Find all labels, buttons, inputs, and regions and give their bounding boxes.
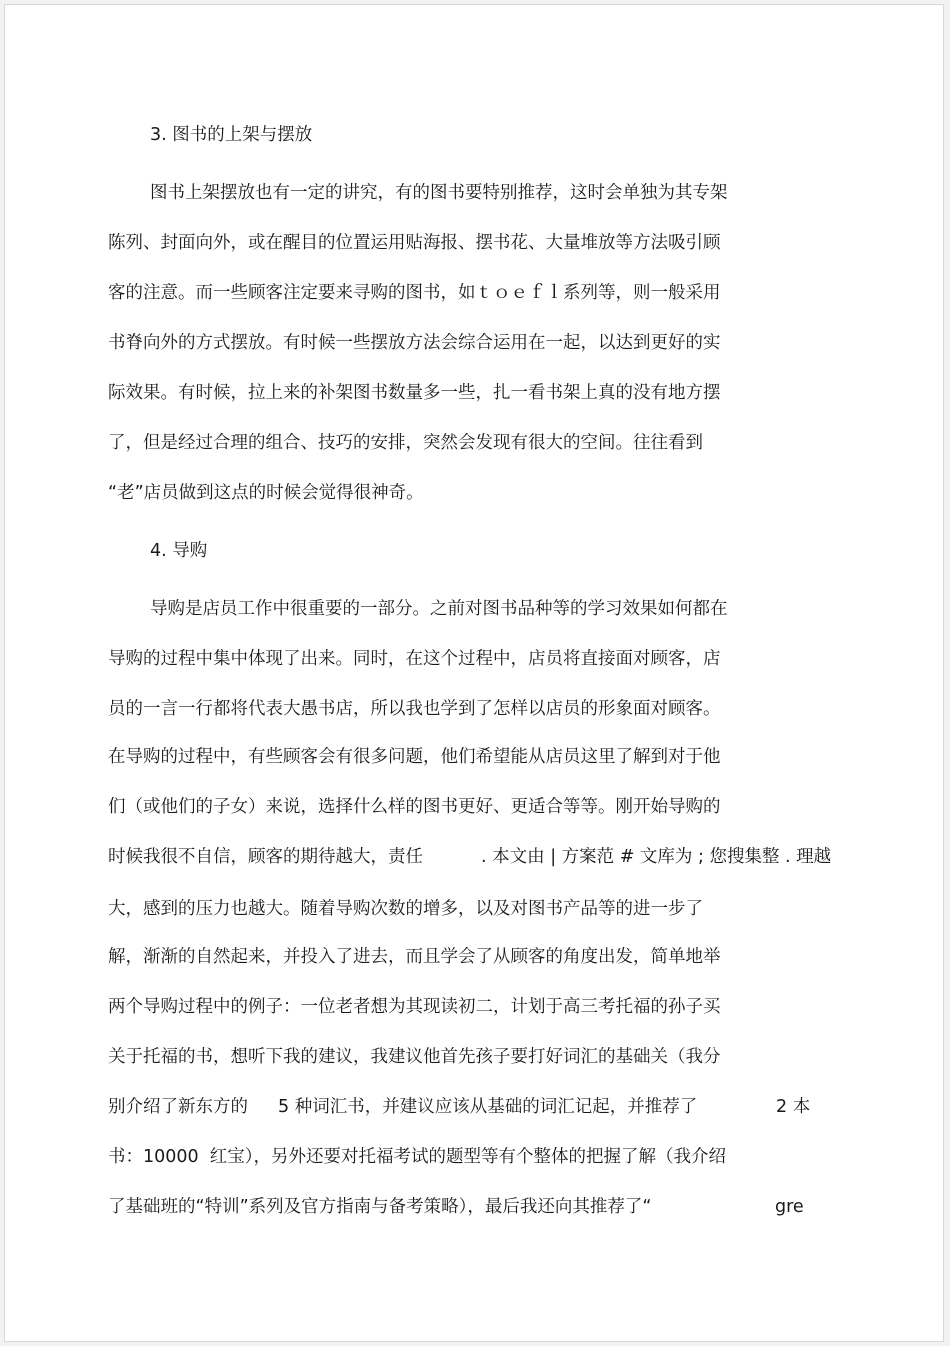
paragraph-line: 5 种词汇书，并建议应该从基础的词汇记起，并推荐了 — [278, 1097, 698, 1117]
paragraph-line: 别介绍了新东方的 — [108, 1097, 248, 1117]
paragraph-line: 陈列、封面向外，或在醒目的位置运用贴海报、摆书花、大量堆放等方法吸引顾 — [108, 233, 721, 253]
paragraph-line: “老”店员做到这点的时候会觉得很神奇。 — [108, 483, 424, 503]
paragraph-line: 了基础班的“特训”系列及官方指南与备考策略），最后我还向其推荐了“ — [108, 1197, 652, 1217]
paragraph-line: 时候我很不自信，顾客的期待越大，责任 — [108, 847, 423, 867]
paragraph-line: 图书上架摆放也有一定的讲究，有的图书要特别推荐，这时会单独为其专架 — [150, 183, 728, 203]
watermark-text: . 本文由 | 方案范 # 文库为 ; 您搜集整 . 理越 — [481, 847, 832, 867]
paragraph-line: 解，渐渐的自然起来，并投入了进去，而且学会了从顾客的角度出发，简单地举 — [108, 947, 721, 967]
section-heading-3: 3. 图书的上架与摆放 — [150, 125, 313, 145]
paragraph-line: 员的一言一行都将代表大愚书店，所以我也学到了怎样以店员的形象面对顾客。 — [108, 699, 721, 719]
paragraph-line: 们（或他们的子女）来说，选择什么样的图书更好、更适合等等。刚开始导购的 — [108, 797, 721, 817]
paragraph-line: 关于托福的书，想听下我的建议，我建议他首先孩子要打好词汇的基础关（我分 — [108, 1047, 721, 1067]
paragraph-line: 导购的过程中集中体现了出来。同时，在这个过程中，店员将直接面对顾客，店 — [108, 649, 721, 669]
paragraph-line: gre — [775, 1197, 804, 1217]
paragraph-line: 在导购的过程中，有些顾客会有很多问题，他们希望能从店员这里了解到对于他 — [108, 747, 721, 767]
paragraph-line: 了，但是经过合理的组合、技巧的安排，突然会发现有很大的空间。往往看到 — [108, 433, 703, 453]
section-heading-4: 4. 导购 — [150, 541, 208, 561]
paragraph-line: 书脊向外的方式摆放。有时候一些摆放方法会综合运用在一起，以达到更好的实 — [108, 333, 721, 353]
paragraph-line: 导购是店员工作中很重要的一部分。之前对图书品种等的学习效果如何都在 — [150, 599, 728, 619]
paragraph-line: 书：10000 红宝），另外还要对托福考试的题型等有个整体的把握了解（我介绍 — [108, 1147, 727, 1167]
paragraph-line: 2 本 — [776, 1097, 811, 1117]
paragraph-line: 际效果。有时候，拉上来的补架图书数量多一些，扎一看书架上真的没有地方摆 — [108, 383, 721, 403]
paragraph-line: 大，感到的压力也越大。随着导购次数的增多，以及对图书产品等的进一步了 — [108, 899, 703, 919]
paragraph-line: 客的注意。而一些顾客注定要来寻购的图书，如ｔｏｅｆｌ系列等，则一般采用 — [108, 283, 721, 303]
paragraph-line: 两个导购过程中的例子：一位老者想为其现读初二，计划于高三考托福的孙子买 — [108, 997, 721, 1017]
document-page — [4, 4, 944, 1342]
